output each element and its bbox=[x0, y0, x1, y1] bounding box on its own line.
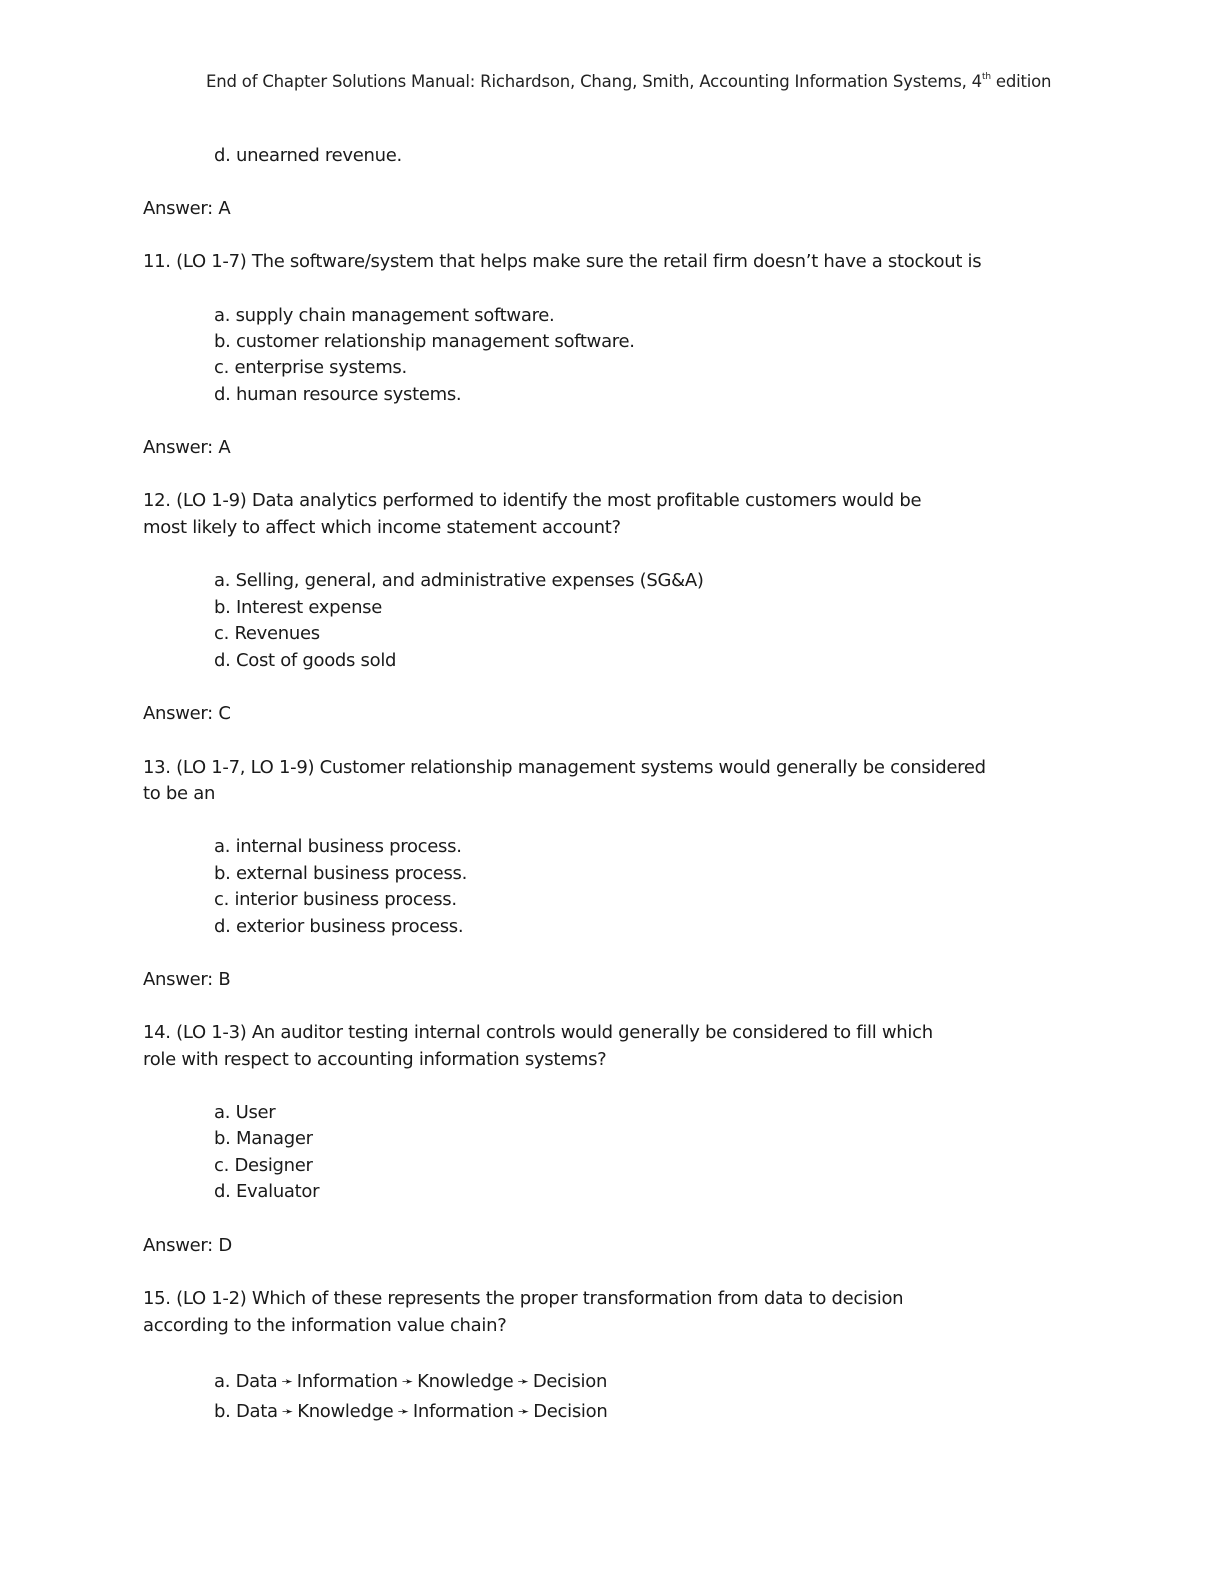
arrow-right-icon: ➛ bbox=[281, 1404, 294, 1420]
question-11-stem: 11. (LO 1-7) The software/system that helps make sure the retail firm doesn’t have a stockout is bbox=[143, 251, 982, 272]
header-text: End of Chapter Solutions Manual: Richardson, Chang, Smith, Accounting Information Systems, 4 bbox=[206, 72, 982, 91]
question-13-option-d: d. exterior business process. bbox=[214, 916, 464, 937]
question-14-stem-cont: role with respect to accounting information systems? bbox=[143, 1049, 607, 1070]
question-12-option-b: b. Interest expense bbox=[214, 597, 383, 618]
question-11-option-a: a. supply chain management software. bbox=[214, 305, 555, 326]
header-text-end: edition bbox=[990, 72, 1052, 91]
option-b-step-2: Knowledge bbox=[297, 1401, 394, 1422]
question-14-answer: Answer: D bbox=[143, 1235, 232, 1256]
arrow-right-icon: ➛ bbox=[397, 1404, 409, 1420]
option-b-step-3: Information bbox=[412, 1401, 514, 1422]
question-13-option-c: c. interior business process. bbox=[214, 889, 457, 910]
question-15-option-a bbox=[214, 1369, 607, 1396]
question-12-option-d: d. Cost of goods sold bbox=[214, 650, 397, 671]
arrow-right-icon: ➛ bbox=[401, 1374, 414, 1390]
option-a-step-3: Knowledge bbox=[417, 1371, 514, 1392]
option-a-step-4: Decision bbox=[532, 1371, 608, 1392]
question-12-stem: 12. (LO 1-9) Data analytics performed to identify the most profitable customers would be bbox=[143, 490, 922, 511]
question-12-stem-cont: most likely to affect which income statement account? bbox=[143, 517, 621, 538]
question-14-stem: 14. (LO 1-3) An auditor testing internal controls would generally be considered to fill which bbox=[143, 1022, 933, 1043]
question-11-answer: Answer: A bbox=[143, 437, 231, 458]
question-14-option-c: c. Designer bbox=[214, 1155, 313, 1176]
question-14-option-b: b. Manager bbox=[214, 1128, 313, 1149]
answer: Answer: A bbox=[143, 198, 231, 219]
question-14-option-a: a. User bbox=[214, 1102, 276, 1123]
question-15-stem-cont: according to the information value chain? bbox=[143, 1315, 507, 1336]
question-12-option-c: c. Revenues bbox=[214, 623, 320, 644]
question-12-answer: Answer: C bbox=[143, 703, 231, 724]
question-11-option-c: c. enterprise systems. bbox=[214, 357, 407, 378]
header-superscript: th bbox=[982, 72, 991, 82]
question-14-option-d: d. Evaluator bbox=[214, 1181, 320, 1202]
question-15-option-b bbox=[214, 1399, 607, 1426]
arrow-right-icon: ➛ bbox=[517, 1404, 530, 1420]
arrow-right-icon: ➛ bbox=[517, 1374, 529, 1390]
question-11-option-d: d. human resource systems. bbox=[214, 384, 462, 405]
question-13-option-a: a. internal business process. bbox=[214, 836, 462, 857]
question-11-option-b: b. customer relationship management software. bbox=[214, 331, 635, 352]
question-13-option-b: b. external business process. bbox=[214, 863, 468, 884]
question-13-answer: Answer: B bbox=[143, 969, 231, 990]
running-header bbox=[206, 72, 1066, 91]
question-13-stem-cont: to be an bbox=[143, 783, 216, 804]
option-d: d. unearned revenue. bbox=[214, 145, 402, 166]
option-b-step-4: Decision bbox=[533, 1401, 608, 1422]
question-13-stem: 13. (LO 1-7, LO 1-9) Customer relationship management systems would generally be considered bbox=[143, 757, 986, 778]
option-a-step-1: a. Data bbox=[214, 1371, 278, 1392]
option-a-step-2: Information bbox=[296, 1371, 398, 1392]
arrow-right-icon: ➛ bbox=[281, 1374, 293, 1390]
option-b-step-1: b. Data bbox=[214, 1401, 278, 1422]
question-12-option-a: a. Selling, general, and administrative expenses (SG&A) bbox=[214, 570, 704, 591]
question-15-stem: 15. (LO 1-2) Which of these represents the proper transformation from data to decision bbox=[143, 1288, 904, 1309]
